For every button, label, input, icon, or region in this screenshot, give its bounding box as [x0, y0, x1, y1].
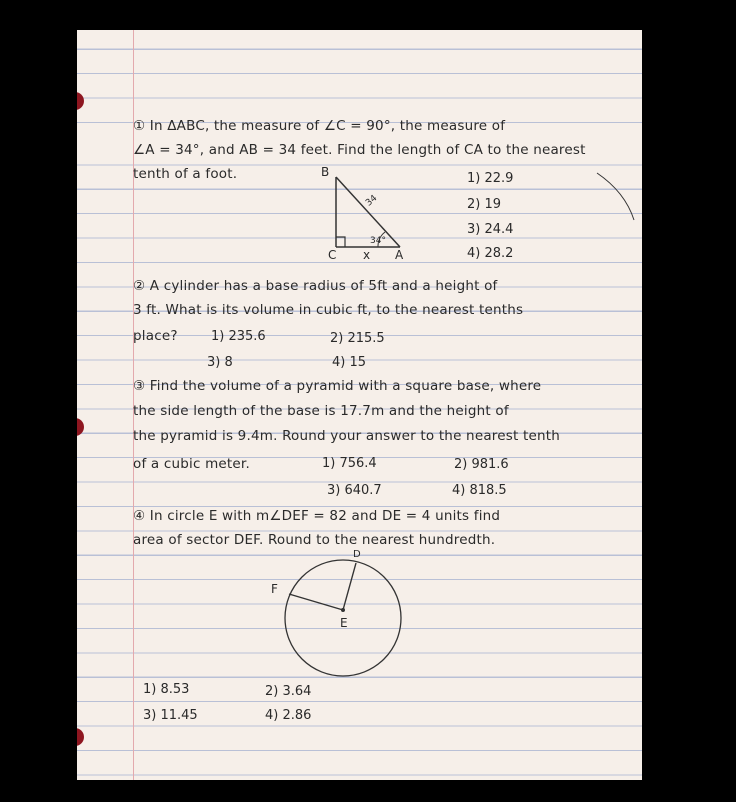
q3-choice: 2) 981.6 — [454, 457, 509, 472]
q4-choice: 4) 2.86 — [265, 708, 312, 723]
question-4-line: ④ In circle E with m∠DEF = 82 and DE = 4 units find — [133, 508, 501, 524]
question-2-line: place? — [133, 328, 178, 344]
q2-choice: 4) 15 — [332, 355, 367, 370]
question-3-line: the pyramid is 9.4m. Round your answer to the nearest tenth — [133, 428, 560, 444]
angle-label: 34° — [370, 236, 386, 246]
q4-choice: 3) 11.45 — [143, 708, 198, 723]
q1-choice: 2) 19 — [467, 197, 502, 212]
q3-choice: 4) 818.5 — [452, 483, 507, 498]
question-3-line: of a cubic meter. — [133, 456, 250, 472]
question-4-line: area of sector DEF. Round to the nearest hundredth. — [133, 532, 496, 548]
q1-choice: 4) 28.2 — [467, 246, 514, 261]
vertex-a-label: A — [395, 248, 404, 262]
question-3-line: the side length of the base is 17.7m and the height of — [133, 403, 509, 419]
q1-choice: 1) 22.9 — [467, 171, 514, 186]
q4-choice: 1) 8.53 — [143, 682, 190, 697]
vertex-c-label: C — [328, 248, 337, 262]
question-1-line: ∠A = 34°, and AB = 34 feet. Find the length of CA to the nearest — [133, 142, 586, 158]
point-f-label: F — [271, 582, 278, 596]
q2-choice: 1) 235.6 — [211, 329, 266, 344]
question-1-line: tenth of a foot. — [133, 166, 238, 182]
circle-sector-diagram — [77, 30, 642, 780]
vertex-b-label: B — [321, 165, 330, 179]
q2-choice: 2) 215.5 — [330, 331, 385, 346]
point-d-label: D — [353, 549, 361, 560]
notebook-page — [77, 30, 642, 780]
hypotenuse-label: 34 — [364, 193, 380, 209]
q3-choice: 3) 640.7 — [327, 483, 382, 498]
q2-choice: 3) 8 — [207, 355, 233, 370]
question-2-line: ② A cylinder has a base radius of 5ft and a height of — [133, 278, 498, 294]
question-2-line: 3 ft. What is its volume in cubic ft, to the nearest tenths — [133, 302, 524, 318]
side-x-label: x — [363, 248, 371, 262]
center-e-label: E — [340, 616, 348, 630]
q3-choice: 1) 756.4 — [322, 456, 377, 471]
question-1-line: ① In ΔABC, the measure of ∠C = 90°, the measure of — [133, 118, 506, 134]
q4-choice: 2) 3.64 — [265, 684, 312, 699]
q1-choice: 3) 24.4 — [467, 222, 514, 237]
question-3-line: ③ Find the volume of a pyramid with a square base, where — [133, 378, 542, 394]
